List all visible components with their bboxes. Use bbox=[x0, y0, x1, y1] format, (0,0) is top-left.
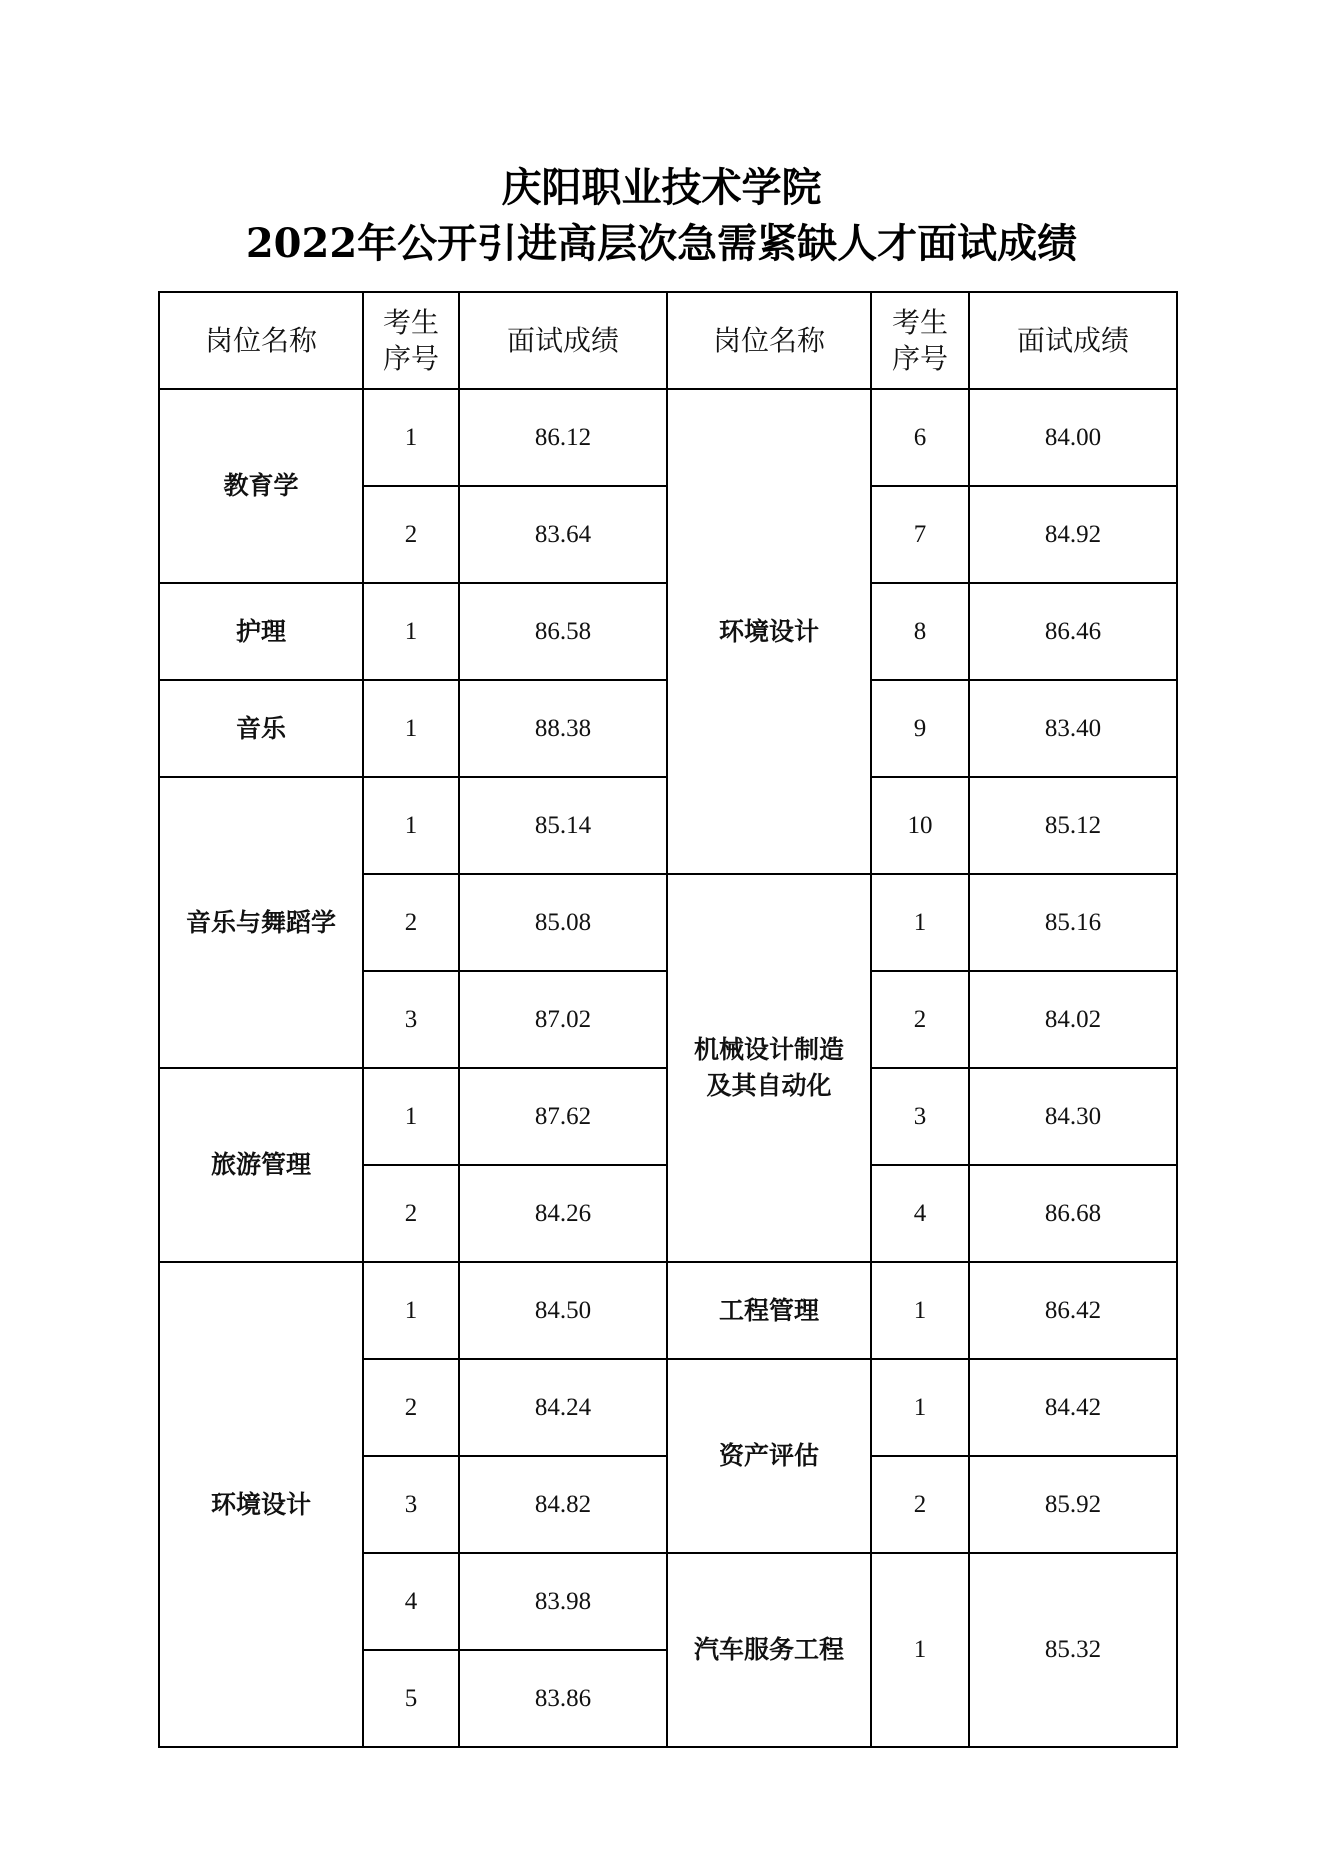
right-seq-cell: 7 bbox=[871, 486, 969, 583]
left-score-cell: 85.08 bbox=[459, 874, 667, 971]
left-position-cell: 环境设计 bbox=[159, 1262, 363, 1747]
header-seq-left bbox=[363, 292, 459, 389]
left-score-cell: 86.12 bbox=[459, 389, 667, 486]
header-score-left: 面试成绩 bbox=[459, 292, 667, 389]
header-position-left: 岗位名称 bbox=[159, 292, 363, 389]
left-seq-cell: 1 bbox=[363, 583, 459, 680]
header-seq-line1: 考生 bbox=[891, 305, 948, 339]
left-seq-cell: 2 bbox=[363, 486, 459, 583]
left-score-cell: 84.26 bbox=[459, 1165, 667, 1262]
position-line: 及其自动化 bbox=[706, 1071, 832, 1100]
header-row bbox=[159, 292, 1177, 389]
left-seq-cell: 3 bbox=[363, 1456, 459, 1553]
left-seq-cell: 2 bbox=[363, 1165, 459, 1262]
right-seq-cell: 2 bbox=[871, 971, 969, 1068]
left-position-cell: 音乐与舞蹈学 bbox=[159, 777, 363, 1068]
right-seq-cell: 6 bbox=[871, 389, 969, 486]
left-seq-cell: 1 bbox=[363, 1068, 459, 1165]
right-position-cell: 环境设计 bbox=[667, 389, 871, 874]
left-score-cell: 83.86 bbox=[459, 1650, 667, 1747]
left-seq-cell: 1 bbox=[363, 1262, 459, 1359]
left-position-cell: 音乐 bbox=[159, 680, 363, 777]
right-position-cell: 工程管理 bbox=[667, 1262, 871, 1359]
right-seq-cell: 8 bbox=[871, 583, 969, 680]
right-score-cell: 84.00 bbox=[969, 389, 1177, 486]
right-position-cell bbox=[667, 874, 871, 1262]
left-score-cell: 86.58 bbox=[459, 583, 667, 680]
header-seq-right bbox=[871, 292, 969, 389]
right-seq-cell: 2 bbox=[871, 1456, 969, 1553]
right-score-cell: 84.42 bbox=[969, 1359, 1177, 1456]
title-line-institution: 庆阳职业技术学院 bbox=[501, 164, 822, 211]
left-position-cell: 护理 bbox=[159, 583, 363, 680]
title-line-subject: 2022年公开引进高层次急需紧缺人才面试成绩 bbox=[245, 220, 1078, 267]
header-position-right: 岗位名称 bbox=[667, 292, 871, 389]
left-position-cell: 教育学 bbox=[159, 389, 363, 583]
left-seq-cell: 4 bbox=[363, 1553, 459, 1650]
position-line: 机械设计制造 bbox=[693, 1035, 844, 1064]
left-seq-cell: 2 bbox=[363, 874, 459, 971]
page-title bbox=[0, 160, 1323, 272]
right-seq-cell: 3 bbox=[871, 1068, 969, 1165]
left-seq-cell: 5 bbox=[363, 1650, 459, 1747]
header-seq-line2: 序号 bbox=[891, 341, 948, 375]
right-position-cell: 汽车服务工程 bbox=[667, 1553, 871, 1747]
left-seq-cell: 1 bbox=[363, 680, 459, 777]
left-score-cell: 84.24 bbox=[459, 1359, 667, 1456]
left-seq-cell: 3 bbox=[363, 971, 459, 1068]
right-seq-cell: 10 bbox=[871, 777, 969, 874]
left-position-cell: 旅游管理 bbox=[159, 1068, 363, 1262]
header-seq-line2: 序号 bbox=[382, 341, 439, 375]
right-score-cell: 86.68 bbox=[969, 1165, 1177, 1262]
left-score-cell: 88.38 bbox=[459, 680, 667, 777]
right-score-cell: 86.42 bbox=[969, 1262, 1177, 1359]
left-seq-cell: 1 bbox=[363, 389, 459, 486]
right-score-cell: 84.30 bbox=[969, 1068, 1177, 1165]
right-seq-cell: 4 bbox=[871, 1165, 969, 1262]
left-score-cell: 83.64 bbox=[459, 486, 667, 583]
left-score-cell: 84.50 bbox=[459, 1262, 667, 1359]
right-position-cell: 资产评估 bbox=[667, 1359, 871, 1553]
header-seq-line1: 考生 bbox=[382, 305, 439, 339]
left-seq-cell: 2 bbox=[363, 1359, 459, 1456]
left-score-cell: 84.82 bbox=[459, 1456, 667, 1553]
right-score-cell: 85.92 bbox=[969, 1456, 1177, 1553]
left-score-cell: 87.02 bbox=[459, 971, 667, 1068]
score-table bbox=[158, 291, 1178, 1748]
right-seq-cell: 1 bbox=[871, 1262, 969, 1359]
table-row bbox=[159, 389, 1177, 486]
header-score-right: 面试成绩 bbox=[969, 292, 1177, 389]
left-seq-cell: 1 bbox=[363, 777, 459, 874]
right-score-cell: 85.12 bbox=[969, 777, 1177, 874]
table-row bbox=[159, 1262, 1177, 1359]
right-score-cell: 83.40 bbox=[969, 680, 1177, 777]
right-score-cell: 85.32 bbox=[969, 1553, 1177, 1747]
right-seq-cell: 1 bbox=[871, 1359, 969, 1456]
right-score-cell: 85.16 bbox=[969, 874, 1177, 971]
right-seq-cell: 1 bbox=[871, 1553, 969, 1747]
left-score-cell: 87.62 bbox=[459, 1068, 667, 1165]
right-score-cell: 86.46 bbox=[969, 583, 1177, 680]
right-seq-cell: 9 bbox=[871, 680, 969, 777]
left-score-cell: 85.14 bbox=[459, 777, 667, 874]
left-score-cell: 83.98 bbox=[459, 1553, 667, 1650]
right-score-cell: 84.02 bbox=[969, 971, 1177, 1068]
right-score-cell: 84.92 bbox=[969, 486, 1177, 583]
right-seq-cell: 1 bbox=[871, 874, 969, 971]
